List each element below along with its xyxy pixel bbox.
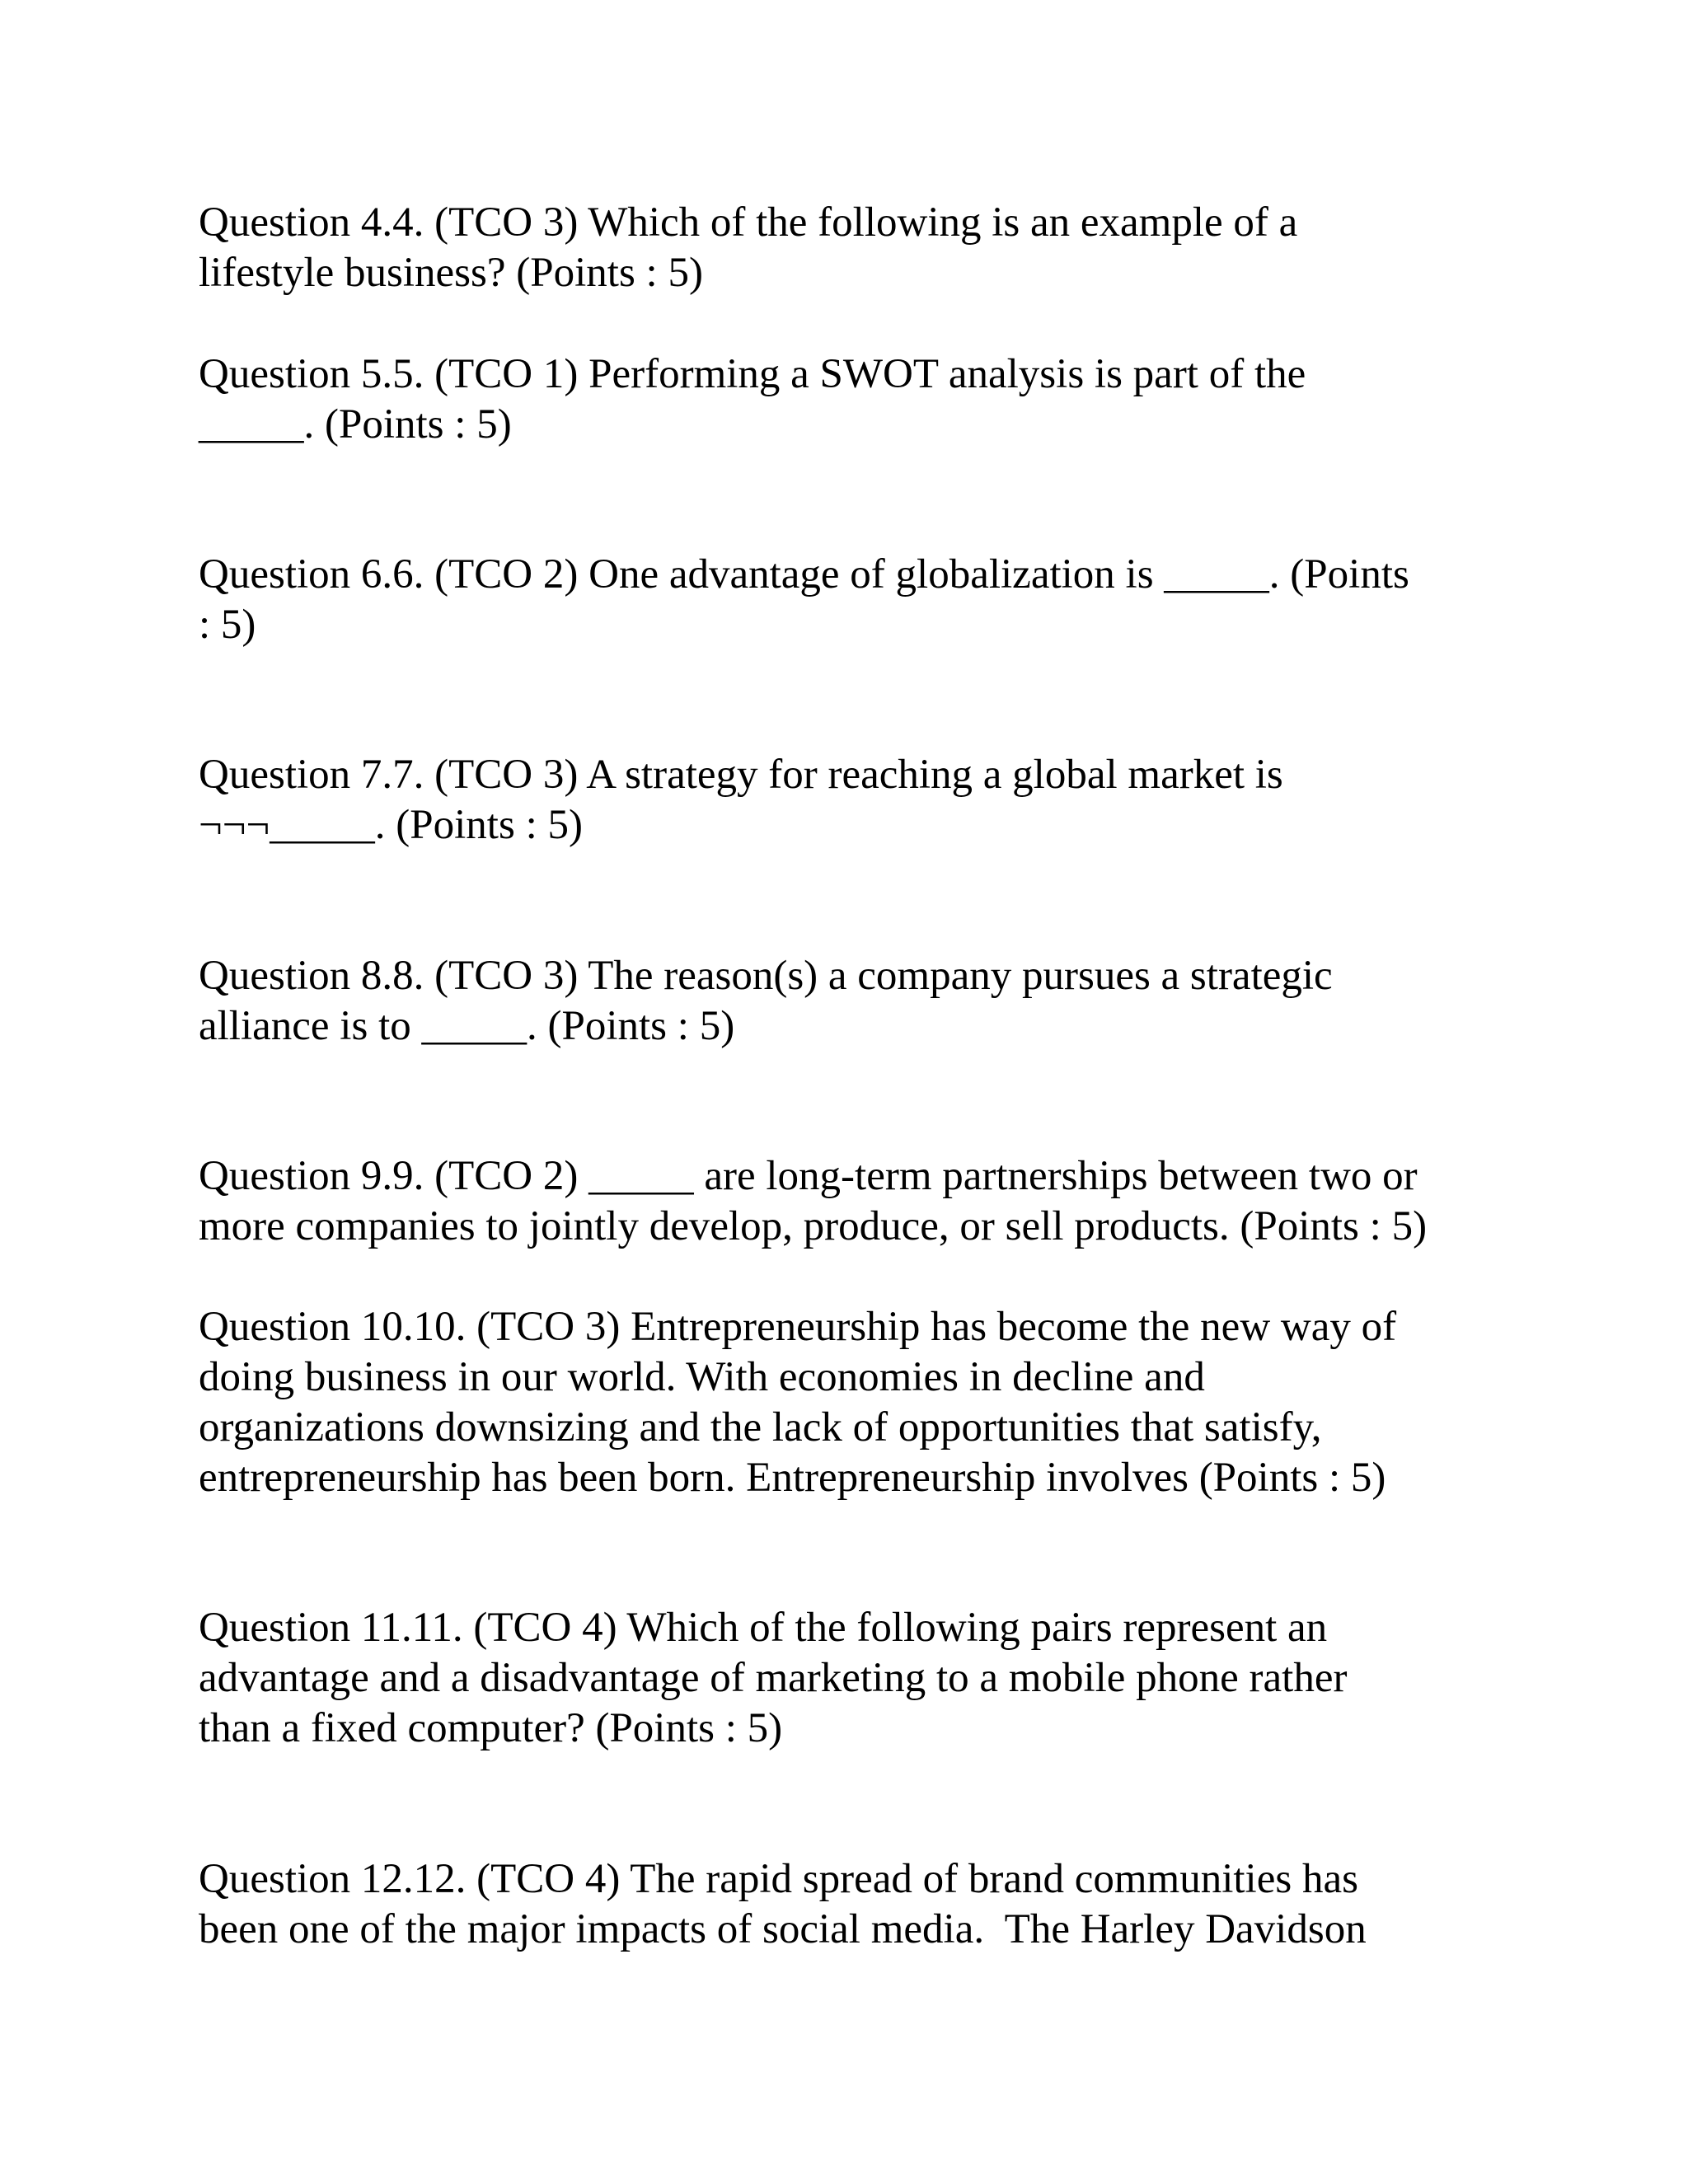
question-line: Question 5.5. (TCO 1) Performing a SWOT analysis is part of the xyxy=(199,351,1306,397)
question-11 xyxy=(199,1603,1501,1754)
question-4 xyxy=(199,198,1501,298)
question-6 xyxy=(199,550,1501,650)
question-line: Question 6.6. (TCO 2) One advantage of globalization is _____. (Points xyxy=(199,551,1409,598)
question-9 xyxy=(199,1151,1501,1252)
question-10 xyxy=(199,1302,1501,1503)
question-line: been one of the major impacts of social media. The Harley Davidson xyxy=(199,1906,1367,1952)
question-line: more companies to jointly develop, produce, or sell products. (Points : 5) xyxy=(199,1203,1428,1249)
question-line: : 5) xyxy=(199,602,256,648)
question-5 xyxy=(199,349,1501,450)
question-line: lifestyle business? (Points : 5) xyxy=(199,250,703,296)
question-line: Question 8.8. (TCO 3) The reason(s) a company pursues a strategic xyxy=(199,953,1333,999)
question-line: _____. (Points : 5) xyxy=(199,401,512,448)
question-line: alliance is to _____. (Points : 5) xyxy=(199,1003,735,1049)
question-line: Question 10.10. (TCO 3) Entrepreneurship has become the new way of xyxy=(199,1304,1397,1350)
question-12 xyxy=(199,1854,1501,1955)
question-line: organizations downsizing and the lack of opportunities that satisfy, xyxy=(199,1404,1322,1451)
question-7 xyxy=(199,750,1501,851)
question-line: than a fixed computer? (Points : 5) xyxy=(199,1705,783,1751)
question-line: Question 9.9. (TCO 2) _____ are long-term partnerships between two or xyxy=(199,1153,1418,1199)
question-line: advantage and a disadvantage of marketing to a mobile phone rather xyxy=(199,1655,1348,1701)
question-8 xyxy=(199,951,1501,1052)
question-line: Question 12.12. (TCO 4) The rapid spread of brand communities has xyxy=(199,1856,1358,1902)
question-line: Question 4.4. (TCO 3) Which of the following is an example of a xyxy=(199,199,1298,246)
question-line: Question 7.7. (TCO 3) A strategy for reaching a global market is xyxy=(199,752,1283,798)
question-line: doing business in our world. With economies in decline and xyxy=(199,1354,1205,1400)
question-line: ¬¬¬_____. (Points : 5) xyxy=(199,802,583,848)
question-line: entrepreneurship has been born. Entrepreneurship involves (Points : 5) xyxy=(199,1455,1386,1501)
question-line: Question 11.11. (TCO 4) Which of the following pairs represent an xyxy=(199,1605,1328,1651)
